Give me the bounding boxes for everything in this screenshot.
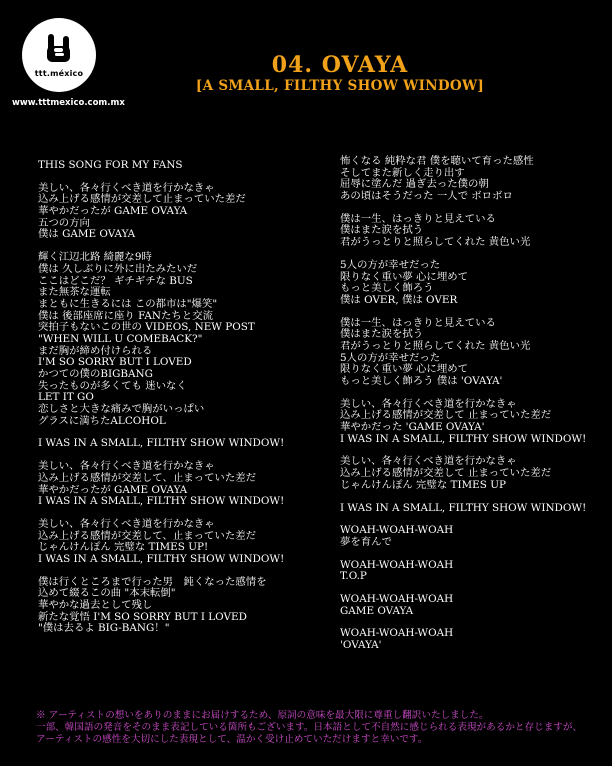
lyric-line: WOAH-WOAH-WOAH — [340, 592, 454, 605]
lyric-line: I WAS IN A SMALL, FILTHY SHOW WINDOW! — [340, 432, 587, 445]
lyric-line: LET IT GO — [38, 391, 94, 404]
lyric-line: もっと美しく飾ろう — [340, 282, 434, 295]
lyric-line: 僕はまた涙を拭う — [340, 224, 424, 237]
lyric-line: グラスに満ちたALCOHOL — [38, 414, 166, 427]
lyric-line: あの頃はそうだった 一人で ボロボロ — [340, 190, 513, 203]
footer-line: 一部、韓国語の発音をそのまま表記している箇所もございます。日本語として不自然に感じられる表現があるかと存じますが、 — [36, 722, 583, 733]
lyric-line: 込み上げる感情が交差して止まっていた差だ — [38, 193, 246, 206]
lyric-line: 怖くなる 純粋な君 僕を聴いて育った感性 — [340, 155, 534, 167]
lyric-line: 美しい、各々行くべき道を行かなきゃ — [38, 181, 215, 194]
lyric-stanza — [340, 399, 608, 446]
lyric-line: 5人の方が幸せだった — [340, 351, 441, 364]
lyric-line: もっと美しく飾ろう 僕は 'OVAYA' — [340, 375, 503, 387]
lyric-line: 僕は行くところまで行った男 鈍くなった感情を — [38, 575, 267, 588]
lyric-stanza — [38, 160, 328, 172]
lyric-stanza — [340, 525, 608, 548]
lyric-line: WOAH-WOAH-WOAH — [340, 558, 454, 571]
lyric-line: 美しい、各々行くべき道を行かなきゃ — [38, 517, 215, 530]
lyric-line: 華やかな過去として残し — [38, 599, 153, 611]
translation-note — [36, 710, 606, 746]
lyric-stanza — [340, 628, 608, 651]
lyric-line: 僕は OVER, 僕は OVER — [340, 293, 458, 306]
lyric-line: 僕は 後部座席に座り FANたちと交流 — [38, 309, 213, 322]
lyric-line: I'M SO SORRY BUT I LOVED — [38, 356, 192, 369]
lyric-line: そしてまた新しく走り出す — [340, 166, 465, 179]
lyric-stanza — [38, 438, 328, 450]
tttmexico-logo — [22, 18, 96, 92]
lyric-stanza — [340, 594, 608, 617]
lyric-stanza — [340, 456, 608, 491]
lyric-line: 突拍子もないこの世の VIDEOS, NEW POST — [38, 321, 255, 334]
lyric-line: 僕は一生、はっきりと見えている — [340, 316, 496, 329]
lyric-stanza — [38, 519, 328, 566]
lyric-line: WOAH-WOAH-WOAH — [340, 627, 454, 640]
lyric-line: 'OVAYA' — [340, 639, 382, 651]
lyric-line: 5人の方が幸せだった — [340, 258, 441, 271]
lyric-line: 華やかだったが GAME OVAYA — [38, 205, 188, 218]
lyric-stanza — [38, 183, 328, 241]
lyric-line: 君がうっとりと照らしてくれた 黄色い光 — [340, 236, 531, 249]
lyric-stanza — [38, 577, 328, 635]
footer-line: アーティストの感性を大切にした表現として、温かく受け止めていただけますと幸いです。 — [36, 734, 428, 745]
lyric-line: 君がうっとりと照らしてくれた 黄色い光 — [340, 339, 531, 352]
lyric-line: "僕は去るよ BIG-BANG！" — [38, 622, 170, 635]
lyric-line: 華やかだった 'GAME OVAYA' — [340, 421, 485, 434]
lyric-line: 僕は一生、はっきりと見えている — [340, 212, 496, 225]
lyric-line: 夢を育んで — [340, 535, 392, 548]
lyric-line: 屈辱に塗んだ 過ぎ去った僕の朝 — [340, 178, 489, 191]
lyric-line: 華やかだったが GAME OVAYA — [38, 483, 188, 496]
rock-hand-icon — [42, 32, 76, 68]
lyric-line: 新たな覚悟 I'M SO SORRY BUT I LOVED — [38, 610, 247, 623]
lyric-line: I WAS IN A SMALL, FILTHY SHOW WINDOW! — [38, 552, 285, 565]
lyric-stanza — [340, 503, 608, 515]
lyric-stanza — [340, 318, 608, 388]
lyric-line: ここはどこだ？ ギチギチな BUS — [38, 274, 193, 287]
lyric-line: まともに生きるには この都市は"爆笑" — [38, 297, 218, 310]
lyric-stanza — [38, 252, 328, 427]
lyric-line: また無茶な運転 — [38, 286, 111, 299]
lyric-line: I WAS IN A SMALL, FILTHY SHOW WINDOW! — [38, 437, 285, 450]
lyric-line: I WAS IN A SMALL, FILTHY SHOW WINDOW! — [340, 501, 587, 514]
lyric-line: かつての僕のBIGBANG — [38, 368, 153, 380]
lyric-line: 僕は 久しぶりに外に出たみたいだ — [38, 262, 198, 275]
lyric-line: 込めて綴るこの曲 "本末転倒" — [38, 587, 176, 600]
lyric-line: 失ったものが多くても 迷いなく — [38, 379, 187, 392]
lyric-line: じゃんけんぽん 完璧な TIMES UP — [340, 478, 506, 491]
lyric-line: 美しい、各々行くべき道を行かなきゃ — [340, 397, 517, 410]
lyric-line: 限りなく重い夢 心に埋めて — [340, 363, 468, 376]
lyric-line: 恋しさと大きな痛みで胸がいっぱい — [38, 403, 205, 416]
lyrics-right-column — [340, 156, 608, 663]
lyric-line: I WAS IN A SMALL, FILTHY SHOW WINDOW! — [38, 495, 285, 508]
song-subtitle: [A SMALL, FILTHY SHOW WINDOW] — [195, 78, 485, 94]
lyric-line: "WHEN WILL U COMEBACK?" — [38, 332, 203, 345]
lyric-line: 限りなく重い夢 心に埋めて — [340, 270, 468, 283]
lyric-line: じゃんけんぽん 完璧な TIMES UP! — [38, 541, 209, 554]
lyric-line: 輝く江辺北路 綺麗な9時 — [38, 251, 152, 264]
lyric-stanza — [340, 260, 608, 307]
lyric-line: THIS SONG FOR MY FANS — [38, 159, 183, 171]
lyric-line: 僕は GAME OVAYA — [38, 228, 136, 241]
website-url: www.tttmexico.com.mx — [12, 98, 125, 108]
lyrics-left-column — [38, 160, 328, 646]
lyric-line: 美しい、各々行くべき道を行かなきゃ — [38, 460, 215, 473]
lyric-stanza — [340, 156, 608, 203]
lyric-line: 美しい、各々行くべき道を行かなきゃ — [340, 455, 517, 468]
lyric-line: 五つの方向 — [38, 216, 90, 229]
song-title: 04. OVAYA — [271, 52, 409, 78]
lyric-line: 込み上げる感情が交差して 止まっていた差だ — [340, 409, 552, 422]
footer-line: ※ アーティストの想いをありのままにお届けするため、原詞の意味を最大限に尊重し翻訳いたしました。 — [36, 710, 489, 721]
lyric-line: GAME OVAYA — [340, 604, 414, 617]
lyric-line: 僕はまた涙を拭う — [340, 328, 424, 341]
lyric-line: WOAH-WOAH-WOAH — [340, 524, 454, 537]
lyric-line: 込み上げる感情が交差して 止まっていた差だ — [340, 467, 552, 480]
lyric-stanza — [340, 560, 608, 583]
lyric-line: T.O.P — [340, 570, 367, 583]
lyric-line: まだ胸が締め付けられる — [38, 344, 153, 357]
lyric-stanza — [38, 461, 328, 508]
lyric-line: 込み上げる感情が交差して、止まっていた差だ — [38, 529, 256, 542]
lyric-stanza — [340, 214, 608, 249]
lyric-line: 込み上げる感情が交差して、止まっていた差だ — [38, 471, 256, 484]
logo-text: ttt.méxico — [34, 69, 84, 78]
